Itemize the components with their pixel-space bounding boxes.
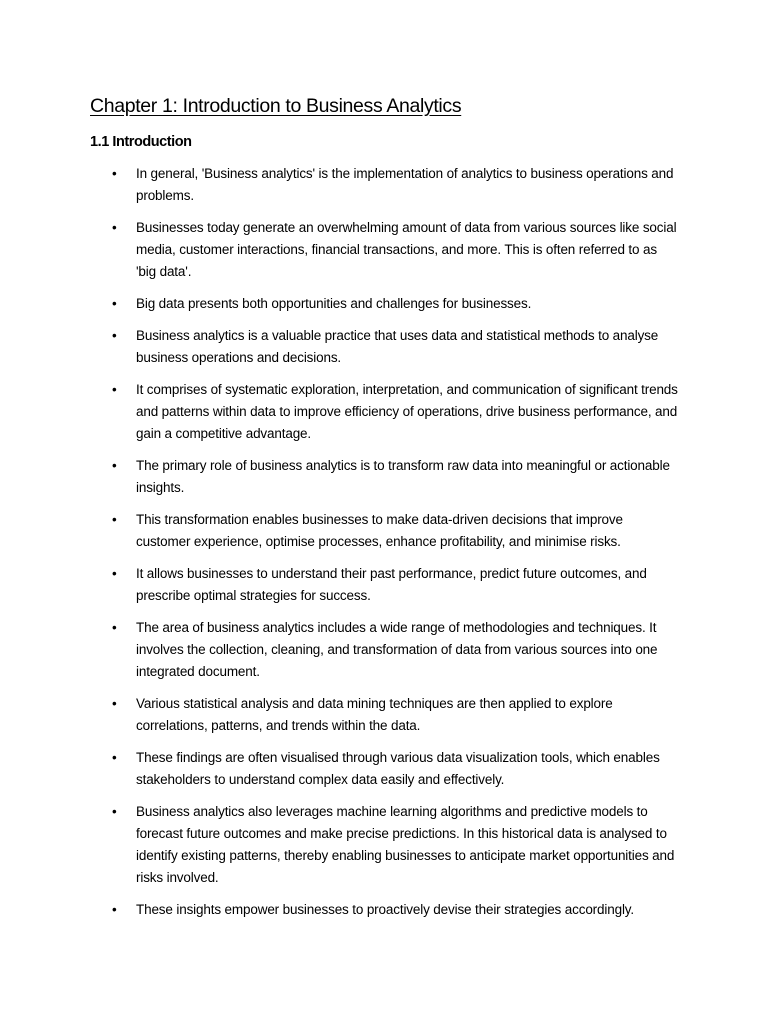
list-item-text: It comprises of systematic exploration, interpretation, and communication of significant trends and patterns within data to improve efficiency of operations, drive business performance, and gain a competitive advantage. [136, 382, 678, 441]
bullet-icon: • [112, 382, 117, 397]
list-item [0, 509, 678, 553]
list-item [0, 217, 678, 283]
list-item [0, 379, 678, 445]
list-item [0, 455, 678, 499]
list-item [0, 747, 678, 791]
bullet-icon: • [112, 902, 117, 917]
list-item [0, 617, 678, 683]
bullet-icon: • [112, 328, 117, 343]
list-item [0, 563, 678, 607]
list-item-text: Business analytics also leverages machine learning algorithms and predictive models to forecast future outcomes and make precise predictions. In this historical data is analysed to identify existing patterns, thereby enabling businesses to anticipate market opportunities and risks involved. [136, 804, 675, 885]
bullet-icon: • [112, 296, 117, 311]
bullet-list [0, 163, 768, 931]
bullet-icon: • [112, 458, 117, 473]
chapter-title: Chapter 1: Introduction to Business Analytics [90, 95, 462, 117]
list-item-text: The area of business analytics includes a wide range of methodologies and techniques. It involves the collection, cleaning, and transformation of data from various sources into one integrated document. [136, 620, 658, 679]
list-item-text: These findings are often visualised through various data visualization tools, which enables stakeholders to understand complex data easily and effectively. [136, 750, 660, 787]
list-item-text: These insights empower businesses to proactively devise their strategies accordingly. [136, 902, 634, 917]
bullet-icon: • [112, 566, 117, 581]
list-item-text: Various statistical analysis and data mining techniques are then applied to explore correlations, patterns, and trends within the data. [136, 696, 613, 733]
list-item-text: It allows businesses to understand their past performance, predict future outcomes, and prescribe optimal strategies for success. [136, 566, 647, 603]
bullet-icon: • [112, 220, 117, 235]
bullet-icon: • [112, 750, 117, 765]
bullet-icon: • [112, 166, 117, 181]
list-item-text: This transformation enables businesses to make data-driven decisions that improve customer experience, optimise processes, enhance profitability, and minimise risks. [136, 512, 623, 549]
list-item [0, 293, 678, 315]
list-item-text: In general, 'Business analytics' is the implementation of analytics to business operations and problems. [136, 166, 674, 203]
bullet-icon: • [112, 512, 117, 527]
list-item [0, 801, 678, 889]
list-item-text: Big data presents both opportunities and challenges for businesses. [136, 296, 532, 311]
bullet-icon: • [112, 696, 117, 711]
bullet-icon: • [112, 620, 117, 635]
list-item-text: The primary role of business analytics is to transform raw data into meaningful or actionable insights. [136, 458, 670, 495]
bullet-icon: • [112, 804, 117, 819]
list-item [0, 163, 678, 207]
section-heading: 1.1 Introduction [90, 134, 192, 150]
list-item-text: Businesses today generate an overwhelming amount of data from various sources like social media, customer interactions, financial transactions, and more. This is often referred to as 'big data'. [136, 220, 677, 279]
list-item-text: Business analytics is a valuable practice that uses data and statistical methods to analyse business operations and decisions. [136, 328, 659, 365]
list-item [0, 325, 678, 369]
list-item [0, 693, 678, 737]
list-item [0, 899, 678, 921]
